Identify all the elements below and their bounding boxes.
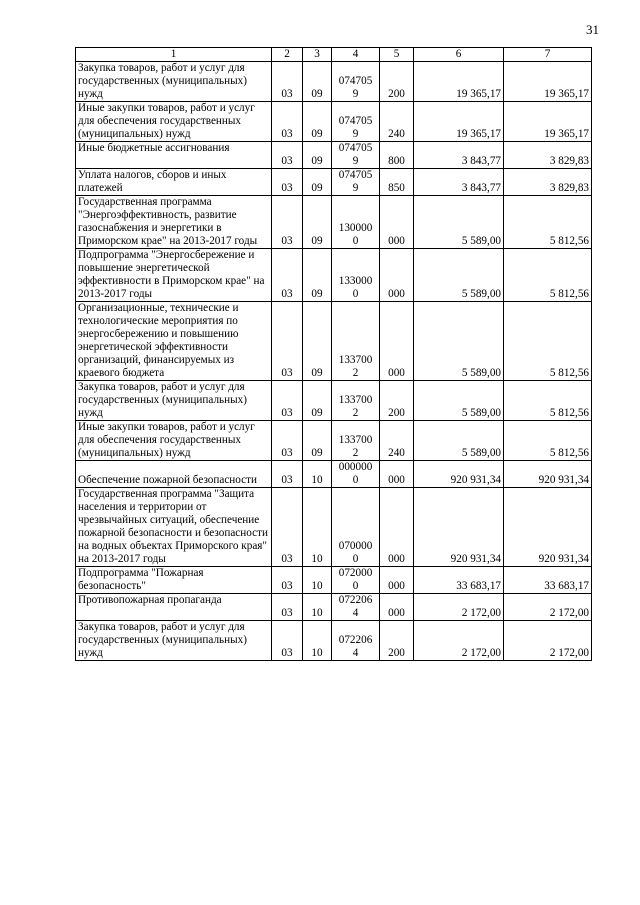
row-expense-type: 000 (380, 567, 414, 594)
row-expense-type: 000 (380, 302, 414, 381)
row-target-code: 070000 0 (332, 488, 380, 567)
table-row (76, 488, 592, 567)
row-section: 03 (272, 621, 303, 661)
row-sum-1: 5 589,00 (414, 249, 504, 302)
row-target-code: 133700 2 (332, 302, 380, 381)
row-subsection: 10 (303, 621, 332, 661)
row-name: Иные бюджетные ассигнования (76, 142, 272, 169)
row-subsection: 09 (303, 302, 332, 381)
row-name: Противопожарная пропаганда (76, 594, 272, 621)
row-sum-2: 5 812,56 (504, 381, 592, 421)
header-col-7: 7 (504, 48, 592, 62)
row-section: 03 (272, 421, 303, 461)
row-sum-1: 19 365,17 (414, 102, 504, 142)
table-row (76, 381, 592, 421)
row-sum-2: 19 365,17 (504, 102, 592, 142)
row-sum-1: 3 843,77 (414, 169, 504, 196)
row-section: 03 (272, 381, 303, 421)
row-name: Уплата налогов, сборов и иных платежей (76, 169, 272, 196)
row-target-code: 130000 0 (332, 196, 380, 249)
table-row (76, 102, 592, 142)
row-sum-2: 3 829,83 (504, 142, 592, 169)
row-sum-2: 920 931,34 (504, 461, 592, 488)
header-col-3: 3 (303, 48, 332, 62)
row-section: 03 (272, 461, 303, 488)
table-row (76, 249, 592, 302)
row-name: Иные закупки товаров, работ и услуг для обеспечения государственных (муниципальных) нужд (76, 102, 272, 142)
row-expense-type: 000 (380, 488, 414, 567)
row-section: 03 (272, 62, 303, 102)
table-row (76, 62, 592, 102)
row-name: Подпрограмма "Энергосбережение и повышение энергетической эффективности в Приморском крае" на 2013-2017 годы (76, 249, 272, 302)
row-sum-1: 19 365,17 (414, 62, 504, 102)
row-sum-1: 5 589,00 (414, 421, 504, 461)
row-name: Государственная программа "Защита населения и территории от чрезвычайных ситуаций, обеспечение пожарной безопасности и безопасности на водных объектах Приморского края" на 2013-2017 годы (76, 488, 272, 567)
row-section: 03 (272, 594, 303, 621)
row-expense-type: 200 (380, 381, 414, 421)
table-row (76, 421, 592, 461)
header-col-4: 4 (332, 48, 380, 62)
row-name: Иные закупки товаров, работ и услуг для обеспечения государственных (муниципальных) нужд (76, 421, 272, 461)
table-row (76, 621, 592, 661)
row-sum-2: 5 812,56 (504, 249, 592, 302)
row-expense-type: 000 (380, 461, 414, 488)
row-sum-1: 5 589,00 (414, 196, 504, 249)
row-subsection: 09 (303, 421, 332, 461)
row-subsection: 10 (303, 461, 332, 488)
table-row (76, 196, 592, 249)
row-section: 03 (272, 567, 303, 594)
row-name: Организационные, технические и технологические мероприятия по энергосбережению и повышению энергетической эффективности организаций, финансируемых из краевого бюджета (76, 302, 272, 381)
row-sum-1: 920 931,34 (414, 461, 504, 488)
row-target-code: 072206 4 (332, 594, 380, 621)
row-expense-type: 800 (380, 142, 414, 169)
row-target-code: 074705 9 (332, 142, 380, 169)
row-section: 03 (272, 142, 303, 169)
row-sum-2: 5 812,56 (504, 196, 592, 249)
table-row (76, 302, 592, 381)
table-row (76, 169, 592, 196)
row-section: 03 (272, 169, 303, 196)
row-section: 03 (272, 302, 303, 381)
row-sum-1: 5 589,00 (414, 302, 504, 381)
row-sum-2: 2 172,00 (504, 594, 592, 621)
row-target-code: 133000 0 (332, 249, 380, 302)
row-subsection: 10 (303, 594, 332, 621)
row-name: Обеспечение пожарной безопасности (76, 461, 272, 488)
row-sum-2: 5 812,56 (504, 302, 592, 381)
row-expense-type: 000 (380, 196, 414, 249)
header-col-5: 5 (380, 48, 414, 62)
row-sum-2: 3 829,83 (504, 169, 592, 196)
row-sum-1: 5 589,00 (414, 381, 504, 421)
row-section: 03 (272, 249, 303, 302)
table-row (76, 461, 592, 488)
row-subsection: 09 (303, 169, 332, 196)
table-row (76, 594, 592, 621)
row-expense-type: 200 (380, 62, 414, 102)
row-target-code: 000000 0 (332, 461, 380, 488)
row-name: Государственная программа "Энергоэффективность, развитие газоснабжения и энергетики в Приморском крае" на 2013-2017 годы (76, 196, 272, 249)
row-sum-2: 19 365,17 (504, 62, 592, 102)
row-target-code: 074705 9 (332, 169, 380, 196)
row-sum-1: 3 843,77 (414, 142, 504, 169)
row-sum-2: 33 683,17 (504, 567, 592, 594)
row-sum-1: 2 172,00 (414, 594, 504, 621)
row-expense-type: 000 (380, 249, 414, 302)
row-target-code: 072000 0 (332, 567, 380, 594)
row-name: Закупка товаров, работ и услуг для государственных (муниципальных) нужд (76, 621, 272, 661)
row-expense-type: 850 (380, 169, 414, 196)
row-name: Подпрограмма "Пожарная безопасность" (76, 567, 272, 594)
page-number: 31 (586, 22, 599, 37)
row-name: Закупка товаров, работ и услуг для государственных (муниципальных) нужд (76, 381, 272, 421)
row-name: Закупка товаров, работ и услуг для государственных (муниципальных) нужд (76, 62, 272, 102)
budget-table (75, 47, 592, 661)
row-section: 03 (272, 196, 303, 249)
row-subsection: 09 (303, 62, 332, 102)
row-sum-1: 33 683,17 (414, 567, 504, 594)
row-subsection: 09 (303, 142, 332, 169)
row-subsection: 10 (303, 567, 332, 594)
row-expense-type: 000 (380, 594, 414, 621)
row-subsection: 09 (303, 196, 332, 249)
row-subsection: 09 (303, 102, 332, 142)
header-row (76, 48, 592, 62)
row-section: 03 (272, 488, 303, 567)
row-target-code: 072206 4 (332, 621, 380, 661)
row-expense-type: 200 (380, 621, 414, 661)
row-sum-2: 920 931,34 (504, 488, 592, 567)
row-target-code: 074705 9 (332, 102, 380, 142)
row-expense-type: 240 (380, 421, 414, 461)
row-target-code: 074705 9 (332, 62, 380, 102)
row-section: 03 (272, 102, 303, 142)
table-row (76, 142, 592, 169)
header-col-2: 2 (272, 48, 303, 62)
row-sum-2: 5 812,56 (504, 421, 592, 461)
row-subsection: 10 (303, 488, 332, 567)
row-subsection: 09 (303, 381, 332, 421)
header-col-6: 6 (414, 48, 504, 62)
row-sum-1: 920 931,34 (414, 488, 504, 567)
row-sum-1: 2 172,00 (414, 621, 504, 661)
row-target-code: 133700 2 (332, 421, 380, 461)
row-sum-2: 2 172,00 (504, 621, 592, 661)
row-expense-type: 240 (380, 102, 414, 142)
header-col-1: 1 (76, 48, 272, 62)
table-row (76, 567, 592, 594)
row-subsection: 09 (303, 249, 332, 302)
row-target-code: 133700 2 (332, 381, 380, 421)
